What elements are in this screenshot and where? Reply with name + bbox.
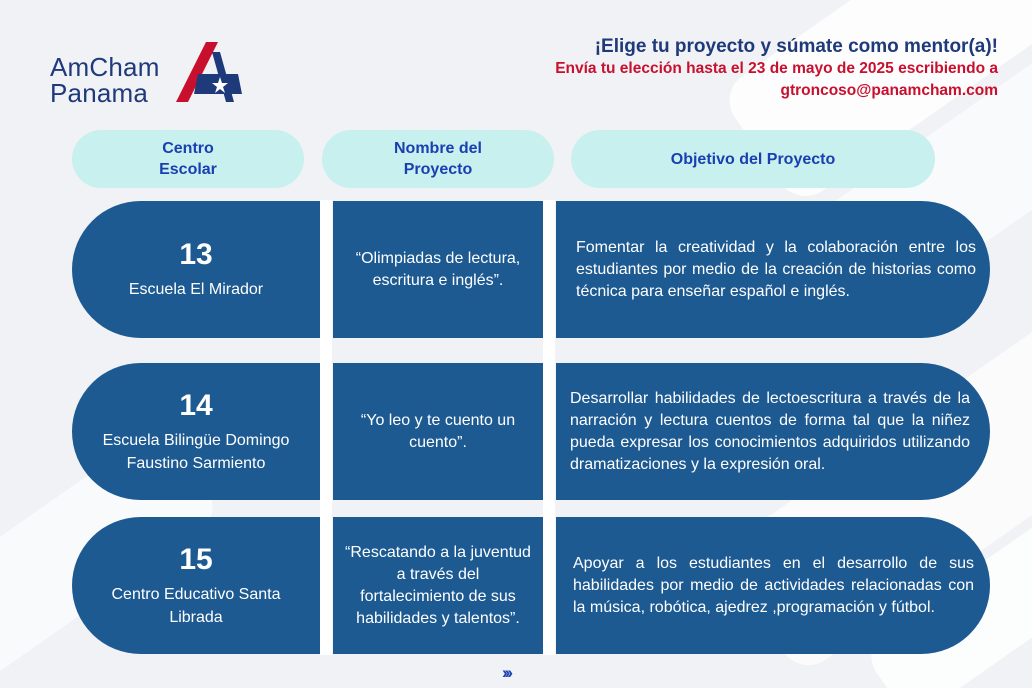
logo-star-icon <box>176 42 244 106</box>
table-row-school-cell <box>72 363 320 500</box>
project-objective: Desarrollar habilidades de lectoescritura a través de la narración y lectura cuentos de forma tal que la niñez pueda expresar los conocimientos adquiridos utilizando dramatizaciones y la expresión oral. <box>570 389 970 473</box>
school-name: Escuela Bilingüe Domingo Faustino Sarmiento <box>102 431 290 472</box>
project-number: 15 <box>179 542 213 576</box>
table-row-project-cell <box>333 363 543 500</box>
table-row-project-cell <box>333 201 543 338</box>
column-header-objective-label: Objetivo del Proyecto <box>670 150 836 168</box>
column-divider <box>543 200 555 655</box>
column-header-school-label: Centro Escolar <box>159 140 217 178</box>
column-header-project-label: Nombre del Proyecto <box>393 140 482 178</box>
table-row-objective-cell <box>556 363 990 500</box>
project-objective: Apoyar a los estudiantes en el desarrollo de sus habilidades por medio de actividades relacionadas con la música, robótica, ajedrez ,programación y fútbol. <box>573 554 974 616</box>
project-name: “Yo leo y te cuento un cuento”. <box>360 411 516 451</box>
column-header-objective <box>571 130 935 188</box>
contact-email[interactable]: gtroncoso@panamcham.com <box>780 82 998 99</box>
table-row-objective-cell <box>556 201 990 338</box>
logo-wordmark <box>50 54 160 106</box>
next-page-chevrons-icon[interactable]: ››› <box>502 663 510 682</box>
logo-line-2: Panama <box>50 78 149 108</box>
column-divider <box>320 200 332 655</box>
page-title: ¡Elige tu proyecto y súmate como mentor(a)! <box>594 36 998 57</box>
project-name: “Rescatando a la juventud a través del fortalecimiento de sus habilidades y talentos”. <box>345 543 531 627</box>
header <box>555 36 998 102</box>
project-number: 13 <box>179 238 213 271</box>
project-number: 14 <box>179 388 213 422</box>
column-header-school <box>72 130 304 188</box>
column-header-project <box>322 130 554 188</box>
project-name: “Olimpiadas de lectura, escritura e inglés”. <box>355 249 521 289</box>
table-row-objective-cell <box>556 517 990 654</box>
table-row-school-cell <box>72 517 320 654</box>
project-objective: Fomentar la creatividad y la colaboración entre los estudiantes por medio de la creación de historias como técnica para enseñar español e inglés. <box>576 238 976 300</box>
school-name: Centro Educativo Santa Librada <box>111 585 281 626</box>
deadline-text: Envía tu elección hasta el 23 de mayo de 2025 escribiendo a <box>555 60 998 77</box>
school-name: Escuela El Mirador <box>128 281 264 298</box>
logo-line-1: AmCham <box>50 52 160 82</box>
amcham-logo <box>50 42 250 106</box>
table-row-project-cell <box>333 517 543 654</box>
table-row-school-cell <box>72 201 320 338</box>
